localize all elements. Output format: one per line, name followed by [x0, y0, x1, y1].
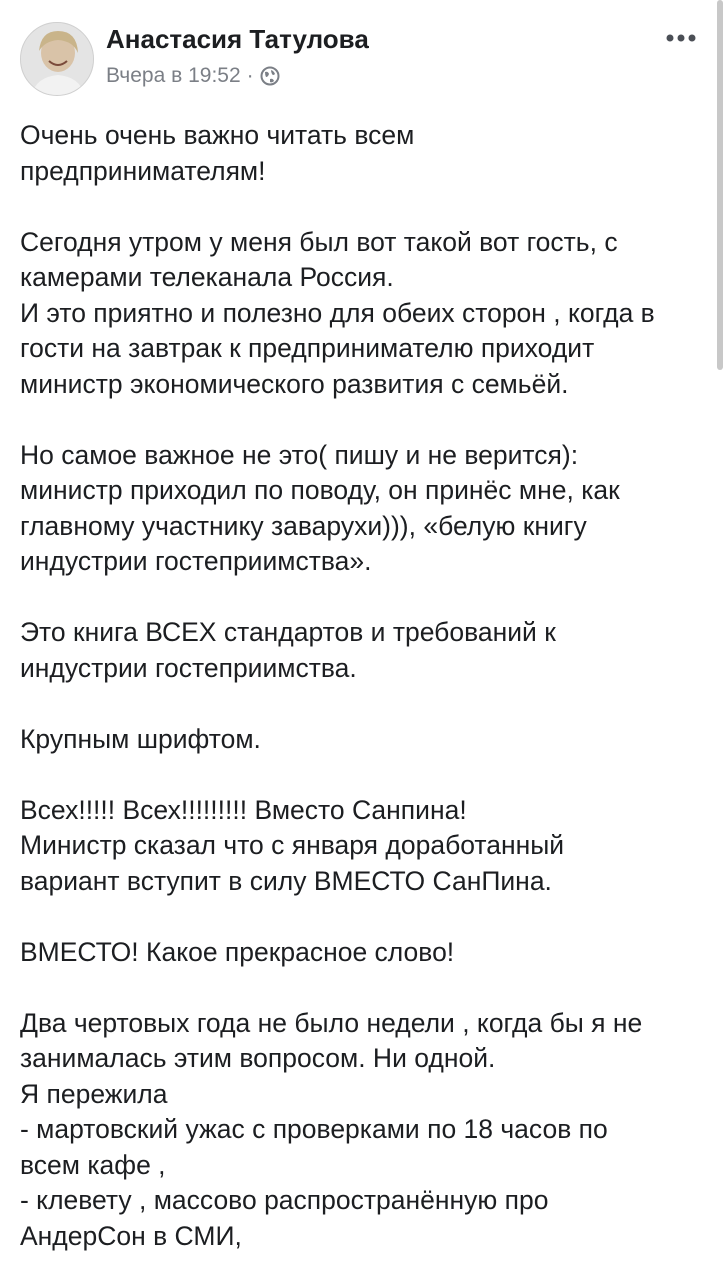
- post-line: министр приходил по поводу, он принёс мне, как: [20, 475, 620, 505]
- meta-separator: ·: [246, 64, 254, 87]
- post-line: Два чертовых года не было недели , когда бы я не: [20, 1007, 643, 1038]
- post-timestamp[interactable]: Вчера в 19:52: [106, 64, 241, 87]
- post-line: ВМЕСТО! Какое прекрасное слово!: [20, 936, 455, 967]
- paragraph-gap: [20, 899, 710, 935]
- post-line: Всех!!!!! Всех!!!!!!!!! Вместо Санпина!: [20, 794, 467, 825]
- paragraph-gap: [20, 402, 710, 438]
- author-name[interactable]: Анастасия Татулова: [106, 24, 369, 54]
- post-line: индустрии гостеприимства.: [20, 652, 357, 683]
- paragraph-gap: [20, 970, 710, 1006]
- post-line: И это приятно и полезно для обеих сторон , когда в: [20, 297, 655, 328]
- post-line: гости на завтрак к предпринимателю приходит: [20, 333, 595, 363]
- post-line: Я пережила: [20, 1078, 168, 1109]
- more-options-icon[interactable]: [662, 28, 702, 48]
- post-line: вариант вступит в силу ВМЕСТО СанПина.: [20, 865, 552, 896]
- scrollbar[interactable]: [717, 0, 723, 370]
- post-line: камерами телеканала Россия.: [20, 262, 394, 292]
- author-avatar[interactable]: [20, 22, 94, 96]
- post-line: Но самое важное не это( пишу и не верится):: [20, 439, 579, 470]
- post-line: Министр сказал что с января доработанный: [20, 830, 565, 860]
- post-text: [20, 118, 710, 1254]
- globe-icon: [260, 66, 280, 86]
- post-line: предпринимателям!: [20, 155, 266, 186]
- post-line: - клевету , массово распространённую про: [20, 1185, 549, 1215]
- paragraph-gap: [20, 757, 710, 793]
- post-line: занималась этим вопросом. Ни одной.: [20, 1043, 496, 1073]
- post-line: Сегодня утром у меня был вот такой вот гость, с: [20, 226, 618, 257]
- paragraph-gap: [20, 686, 710, 722]
- post-line: Крупным шрифтом.: [20, 723, 261, 754]
- paragraph-gap: [20, 580, 710, 616]
- post-line: министр экономического развития с семьёй.: [20, 368, 569, 399]
- post-line: Очень очень важно читать всем: [20, 120, 415, 150]
- post-line: Это книга ВСЕХ стандартов и требований к: [20, 617, 556, 647]
- post-line: всем кафе ,: [20, 1149, 166, 1180]
- post-line: - мартовский ужас с проверками по 18 часов по: [20, 1114, 608, 1144]
- post-line: АндерСон в СМИ,: [20, 1220, 242, 1251]
- post-line: индустрии гостеприимства».: [20, 546, 372, 576]
- paragraph-gap: [20, 189, 710, 225]
- avatar-photo: [21, 23, 94, 96]
- post-header: [0, 0, 727, 110]
- post-meta: [106, 64, 280, 88]
- post-line: главному участнику заварухи))), «белую книгу: [20, 510, 587, 541]
